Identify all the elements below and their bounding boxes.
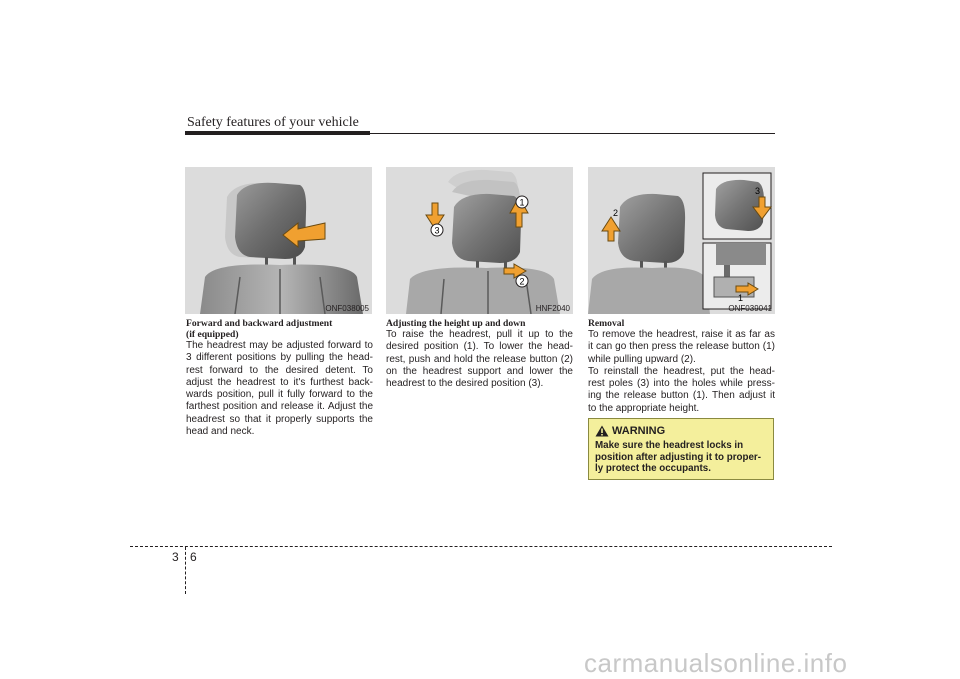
page-header-title: Safety features of your vehicle — [187, 115, 359, 130]
section-subtitle: (if equipped) — [186, 329, 239, 340]
header-rule-thick — [185, 131, 370, 135]
headrest-removal-illustration — [588, 167, 775, 314]
section-body-2: To reinstall the headrest, put the head-rest poles (3) into the holes while press-ing the release button (1). Then adjust it to the appropriate height. — [588, 365, 775, 414]
page-chapter-number: 3 — [172, 550, 179, 564]
section-body: To raise the headrest, pull it up to the desired position (1). To lower the head-rest, push and hold the release button (2) on the headrest support and lower the headrest to the desired position (3). — [386, 329, 573, 390]
section-forward-backward — [186, 318, 373, 438]
callout-1: 1 — [519, 197, 525, 208]
figure-height-adjustment — [386, 167, 573, 314]
watermark: carmanualsonline.info — [584, 648, 848, 678]
figure-removal — [588, 167, 775, 314]
callout-2: 2 — [519, 276, 525, 287]
section-title: Removal — [588, 318, 625, 329]
callout-1: 1 — [738, 293, 744, 303]
section-body-1: To remove the headrest, raise it as far as it can go then press the release button (1) while pulling upward (2). — [588, 329, 775, 365]
section-title: Adjusting the height up and down — [386, 318, 526, 329]
figure-code: HNF2040 — [535, 304, 570, 313]
figure-forward-adjustment — [185, 167, 372, 314]
warning-text: Make sure the headrest locks in position after adjusting it to proper-ly protect the occupants. — [595, 440, 761, 474]
warning-box — [588, 418, 774, 480]
callout-2: 2 — [613, 208, 619, 218]
section-height-adjustment — [386, 318, 573, 390]
callout-3: 3 — [755, 186, 761, 196]
section-body: The headrest may be adjusted forward to 3 different positions by pulling the head-rest forward to the desired detent. To adjust the headrest to it's furthest back-wards position, pull it fully forward to the farthest position and release it. Adjust the headrest so that it properly supports the head and neck. — [186, 340, 373, 438]
section-removal — [588, 318, 775, 415]
section-title: Forward and backward adjustment — [186, 318, 333, 329]
figure-code: ONF038005 — [325, 304, 369, 313]
figure-code: ONF039041 — [728, 304, 772, 313]
warning-triangle-icon — [595, 425, 609, 437]
callout-3: 3 — [434, 225, 440, 236]
headrest-forward-illustration — [185, 167, 372, 314]
page-number: 6 — [190, 550, 197, 564]
headrest-height-illustration — [386, 167, 573, 314]
footer-divider — [185, 547, 186, 594]
footer-rule — [130, 546, 832, 547]
warning-title: WARNING — [612, 425, 666, 437]
header-rule-thin — [370, 133, 775, 134]
